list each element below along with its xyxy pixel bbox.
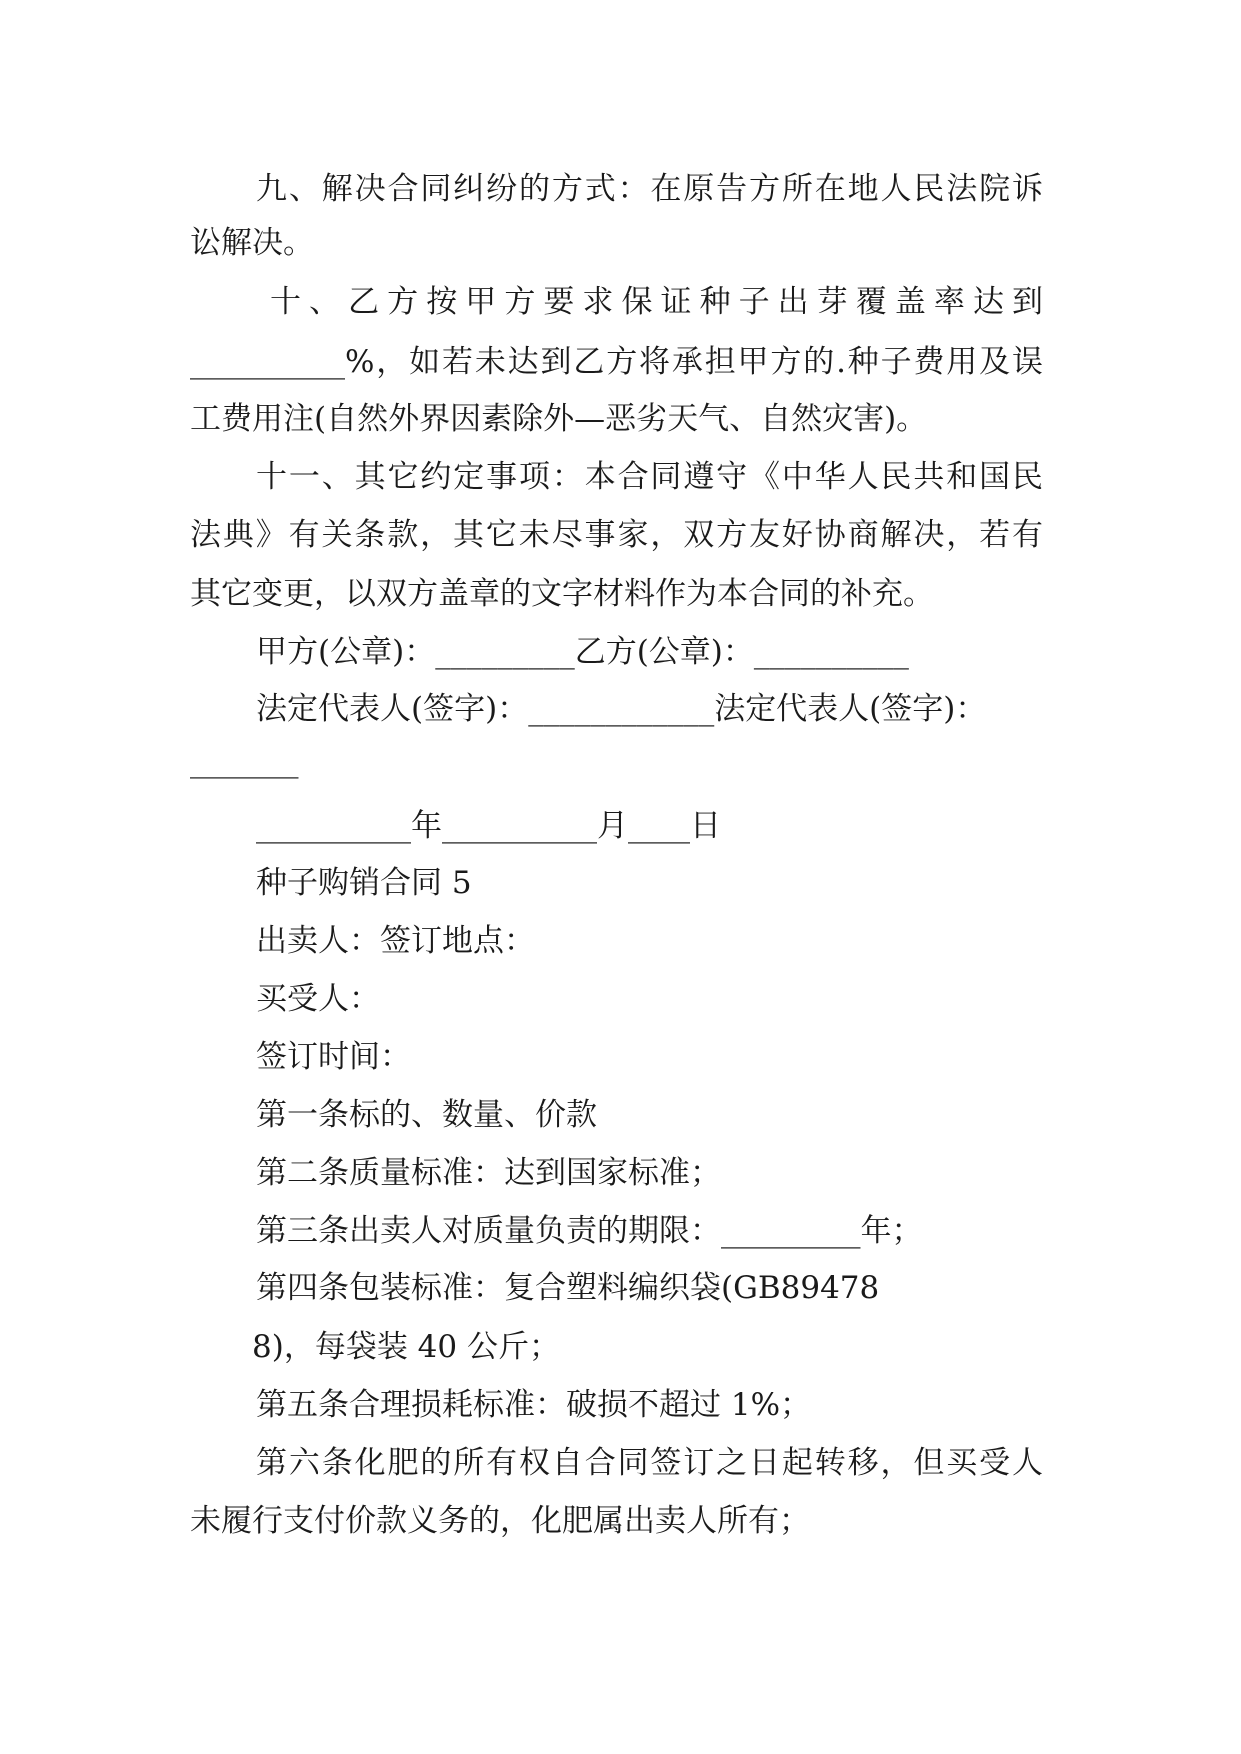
party-seal-line: 甲方(公章)：_________乙方(公章)：__________	[256, 634, 909, 670]
article-6-line-2: 未履行支付价款义务的，化肥属出卖人所有；	[190, 1503, 810, 1539]
legal-rep-signature-line: 法定代表人(签字)：____________法定代表人(签字)：	[256, 691, 987, 727]
clause-9-line-2: 讼解决。	[190, 225, 314, 261]
clause-10-line-1: 十、乙方按甲方要求保证种子出芽覆盖率达到	[270, 284, 1043, 320]
clause-11-line-3: 其它变更，以双方盖章的文字材料作为本合同的补充。	[190, 576, 934, 612]
seller-field: 出卖人：签订地点：	[256, 923, 535, 959]
article-4-line-2: 8)，每袋装 40 公斤；	[252, 1329, 560, 1365]
article-5: 第五条合理损耗标准：破损不超过 1%；	[256, 1387, 812, 1423]
article-3: 第三条出卖人对质量负责的期限：_________年；	[256, 1213, 923, 1249]
clause-10-line-2: __________%，如若未达到乙方将承担甲方的.种子费用及误	[190, 344, 1043, 380]
clause-10-line-3: 工费用注(自然外界因素除外—恶劣天气、自然灾害)。	[190, 401, 928, 437]
date-line: __________年__________月____日	[256, 808, 721, 844]
article-6-line-1: 第六条化肥的所有权自合同签订之日起转移，但买受人	[256, 1445, 1043, 1481]
article-2: 第二条质量标准：达到国家标准；	[256, 1155, 721, 1191]
article-1: 第一条标的、数量、价款	[256, 1097, 597, 1133]
signature-blank: _______	[190, 743, 299, 779]
buyer-field: 买受人：	[256, 981, 380, 1017]
article-4-line-1: 第四条包装标准：复合塑料编织袋(GB89478	[256, 1270, 880, 1306]
clause-11-line-1: 十一、其它约定事项：本合同遵守《中华人民共和国民	[256, 459, 1043, 495]
contract-title: 种子购销合同 5	[256, 865, 472, 901]
signing-time-field: 签订时间：	[256, 1039, 411, 1075]
clause-9-line-1: 九、解决合同纠纷的方式：在原告方所在地人民法院诉	[256, 171, 1043, 207]
clause-11-line-2: 法典》有关条款，其它未尽事家，双方友好协商解决，若有	[190, 517, 1043, 553]
